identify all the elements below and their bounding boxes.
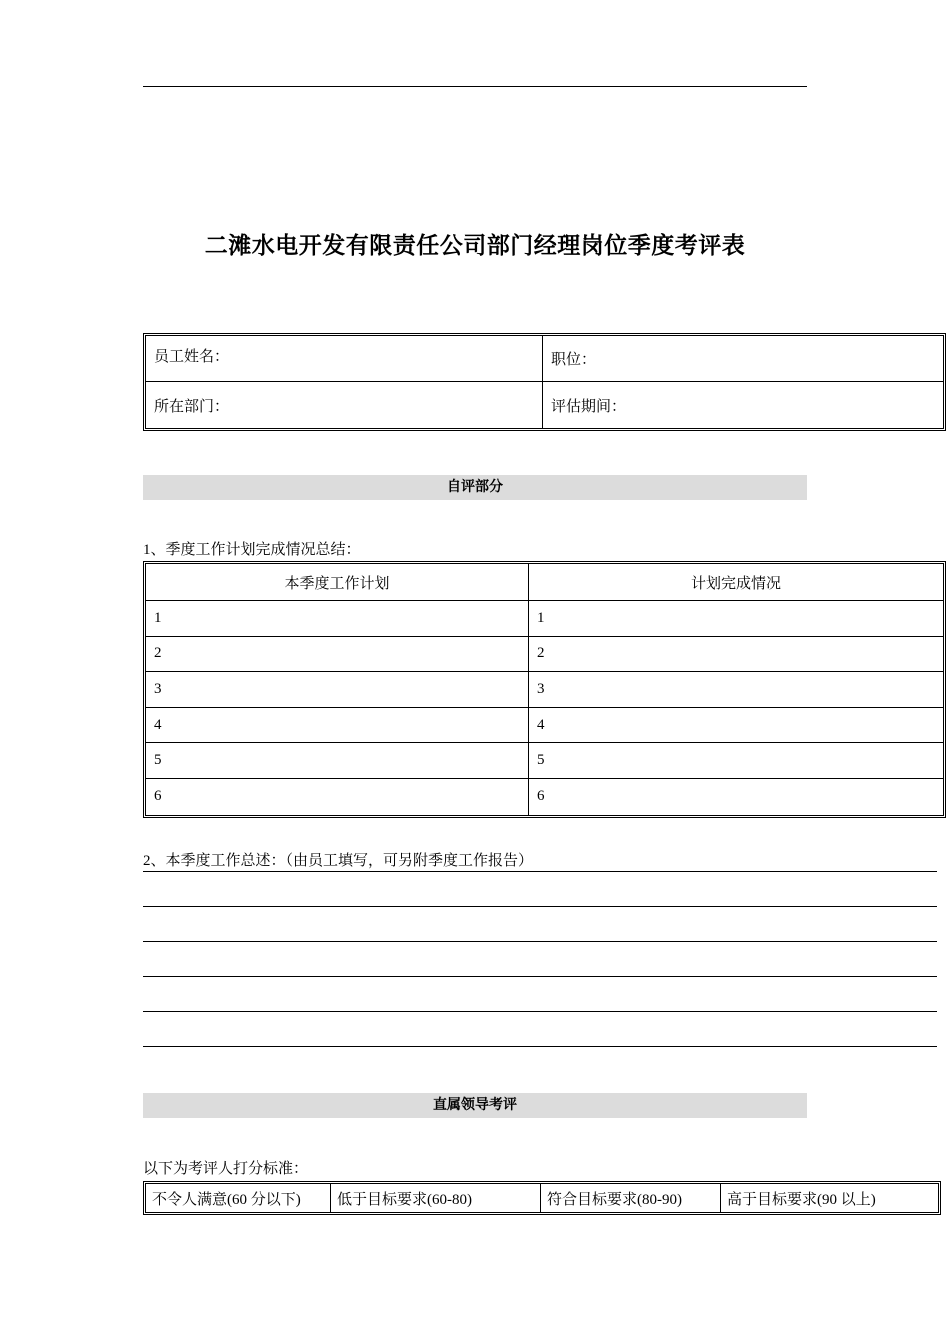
plan-header-cell: 本季度工作计划 <box>146 564 529 601</box>
self-review-heading: 自评部分 <box>143 475 807 500</box>
completion-cell[interactable]: 1 <box>529 601 943 637</box>
plan-cell[interactable]: 1 <box>146 601 529 637</box>
table-row <box>146 672 943 708</box>
position-field[interactable]: 职位： <box>543 336 943 382</box>
scoring-criteria-table <box>143 1181 941 1215</box>
supervisor-review-heading: 直属领导考评 <box>143 1093 807 1118</box>
writing-line[interactable] <box>143 1046 937 1047</box>
period-field[interactable]: 评估期间： <box>551 398 627 415</box>
plan-summary-label: 1、季度工作计划完成情况总结： <box>143 542 361 558</box>
plan-table <box>143 561 946 818</box>
completion-cell[interactable]: 4 <box>529 708 943 744</box>
employee-name-field[interactable]: 员工姓名： <box>146 336 543 382</box>
criteria-label: 以下为考评人打分标准： <box>143 1161 309 1177</box>
completion-cell[interactable]: 3 <box>529 672 943 708</box>
criteria-cell-unsatisfactory: 不令人满意(60 分以下) <box>146 1184 331 1212</box>
plan-cell[interactable]: 6 <box>146 779 529 815</box>
work-summary-label: 2、本季度工作总述：（由员工填写，可另附季度工作报告） <box>143 853 534 869</box>
table-row <box>146 779 943 815</box>
table-row <box>146 708 943 744</box>
page-title: 二滩水电开发有限责任公司部门经理岗位季度考评表 <box>204 233 746 259</box>
plan-cell[interactable]: 4 <box>146 708 529 744</box>
criteria-cell-meets-target: 符合目标要求(80-90) <box>541 1184 721 1212</box>
writing-line[interactable] <box>143 976 937 977</box>
plan-table-header <box>146 564 943 601</box>
table-row <box>146 601 943 637</box>
writing-line[interactable] <box>143 941 937 942</box>
completion-cell[interactable]: 2 <box>529 637 943 673</box>
criteria-cell-above-target: 高于目标要求(90 以上) <box>727 1191 876 1208</box>
completion-header-cell: 计划完成情况 <box>529 564 943 601</box>
plan-cell[interactable]: 3 <box>146 672 529 708</box>
completion-cell[interactable]: 6 <box>537 788 545 805</box>
table-row <box>146 743 943 779</box>
writing-line[interactable] <box>143 906 937 907</box>
completion-cell[interactable]: 5 <box>529 743 943 779</box>
table-row <box>146 637 943 673</box>
writing-line[interactable] <box>143 1011 937 1012</box>
writing-line[interactable] <box>143 871 937 872</box>
department-field[interactable]: 所在部门： <box>146 382 543 428</box>
criteria-cell-below-target: 低于目标要求(60-80) <box>331 1184 541 1212</box>
header-rule <box>143 86 807 87</box>
plan-cell[interactable]: 2 <box>146 637 529 673</box>
employee-info-table <box>143 333 946 431</box>
plan-cell[interactable]: 5 <box>146 743 529 779</box>
